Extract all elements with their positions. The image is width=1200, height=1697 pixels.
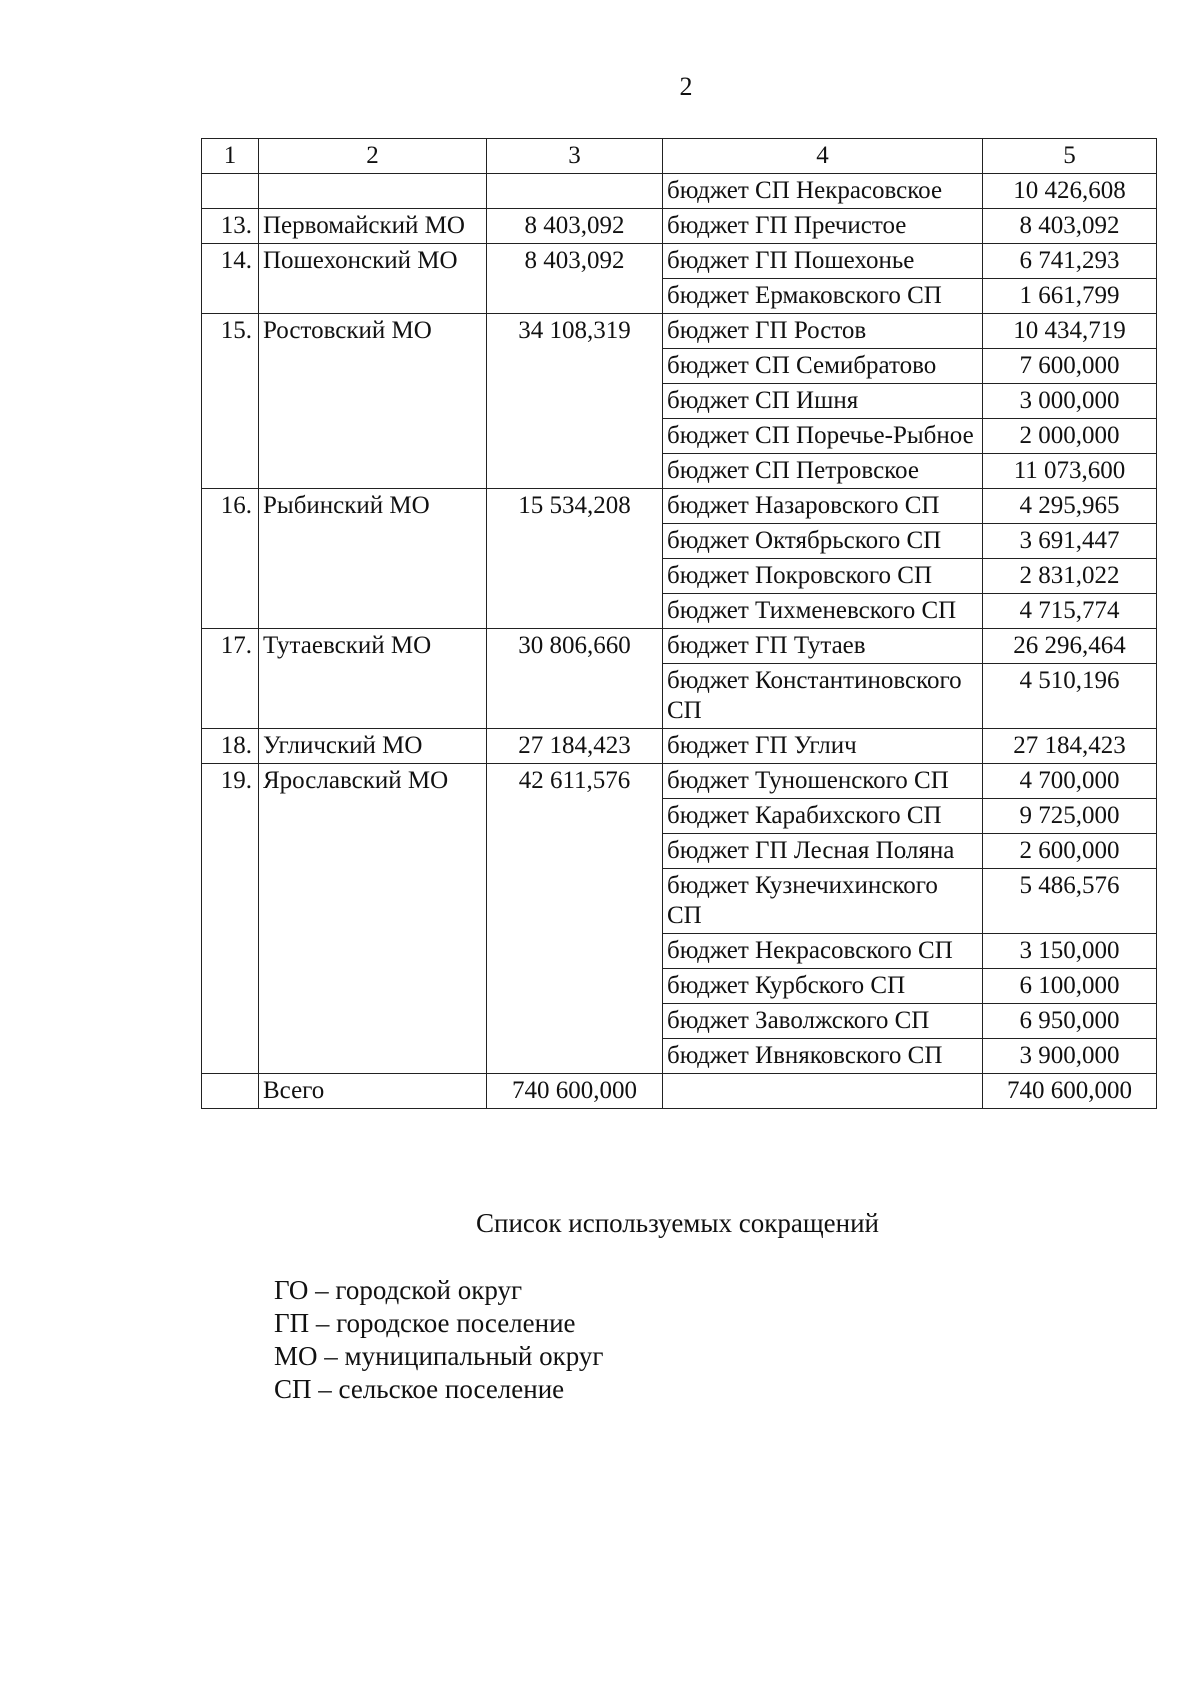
budget-name-cell: бюджет Покровского СП <box>663 559 983 594</box>
budget-name-cell: бюджет Курбского СП <box>663 969 983 1004</box>
total-label-cell: Всего <box>259 1074 487 1109</box>
header-cell: 1 <box>202 139 259 174</box>
header-cell: 3 <box>487 139 663 174</box>
budget-amount-cell: 4 715,774 <box>983 594 1157 629</box>
budget-name-cell: бюджет Туношенского СП <box>663 764 983 799</box>
district-name-cell: Рыбинский МО <box>259 489 487 629</box>
table-row <box>202 629 1157 664</box>
abbreviation-item: СП – сельское поселение <box>274 1374 565 1404</box>
table-row <box>202 174 1157 209</box>
budget-amount-cell: 3 691,447 <box>983 524 1157 559</box>
total-sum-cell: 740 600,000 <box>487 1074 663 1109</box>
budget-amount-cell: 2 600,000 <box>983 834 1157 869</box>
abbreviations-title-text: Список используемых сокращений <box>476 1208 879 1238</box>
district-name-cell: Ярославский МО <box>259 764 487 1074</box>
budget-name-cell: бюджет СП Некрасовское <box>663 174 983 209</box>
district-name-cell <box>259 174 487 209</box>
budget-amount-cell: 4 510,196 <box>983 664 1157 729</box>
budget-amount-cell: 2 831,022 <box>983 559 1157 594</box>
budget-name-cell: бюджет Октябрьского СП <box>663 524 983 559</box>
district-name-cell: Тутаевский МО <box>259 629 487 729</box>
district-total-cell: 42 611,576 <box>487 764 663 1074</box>
row-number-cell <box>202 174 259 209</box>
budget-name-cell: бюджет ГП Ростов <box>663 314 983 349</box>
budget-name-cell: бюджет СП Ишня <box>663 384 983 419</box>
page-number: 2 <box>679 72 693 101</box>
budget-name-cell: бюджет СП Семибратово <box>663 349 983 384</box>
total-amount-cell: 740 600,000 <box>983 1074 1157 1109</box>
table-row <box>202 489 1157 524</box>
district-total-cell: 30 806,660 <box>487 629 663 729</box>
total-num-cell <box>202 1074 259 1109</box>
district-total-cell: 27 184,423 <box>487 729 663 764</box>
budget-name-cell: бюджет ГП Пречистое <box>663 209 983 244</box>
district-name-cell: Пошехонский МО <box>259 244 487 314</box>
budget-allocation-table <box>201 138 1157 1109</box>
table-row <box>202 244 1157 279</box>
district-total-cell: 8 403,092 <box>487 244 663 314</box>
budget-name-cell: бюджет ГП Углич <box>663 729 983 764</box>
row-number-cell: 19. <box>202 764 259 1074</box>
budget-name-cell: бюджет ГП Пошехонье <box>663 244 983 279</box>
budget-amount-cell: 27 184,423 <box>983 729 1157 764</box>
budget-amount-cell: 4 700,000 <box>983 764 1157 799</box>
header-cell: 2 <box>259 139 487 174</box>
row-number-cell: 16. <box>202 489 259 629</box>
budget-amount-cell: 6 100,000 <box>983 969 1157 1004</box>
row-number-cell: 15. <box>202 314 259 489</box>
budget-amount-cell: 3 900,000 <box>983 1039 1157 1074</box>
budget-amount-cell: 1 661,799 <box>983 279 1157 314</box>
district-name-cell: Первомайский МО <box>259 209 487 244</box>
table-row <box>202 314 1157 349</box>
budget-amount-cell: 2 000,000 <box>983 419 1157 454</box>
abbreviation-item: ГП – городское поселение <box>274 1308 576 1338</box>
budget-name-cell: бюджет ГП Тутаев <box>663 629 983 664</box>
district-total-cell: 15 534,208 <box>487 489 663 629</box>
abbreviation-item: МО – муниципальный округ <box>274 1341 604 1371</box>
header-cell: 4 <box>663 139 983 174</box>
budget-amount-cell: 4 295,965 <box>983 489 1157 524</box>
budget-amount-cell: 5 486,576 <box>983 869 1157 934</box>
table-row <box>202 729 1157 764</box>
budget-amount-cell: 9 725,000 <box>983 799 1157 834</box>
table-row <box>202 764 1157 799</box>
row-number-cell: 13. <box>202 209 259 244</box>
budget-amount-cell: 26 296,464 <box>983 629 1157 664</box>
table-total-row <box>202 1074 1157 1109</box>
budget-amount-cell: 6 950,000 <box>983 1004 1157 1039</box>
abbreviations-title <box>0 1208 1200 1239</box>
budget-name-cell: бюджет Тихменевского СП <box>663 594 983 629</box>
budget-amount-cell: 10 434,719 <box>983 314 1157 349</box>
budget-name-cell: бюджет СП Поречье-Рыбное <box>663 419 983 454</box>
abbreviations-list <box>274 1274 603 1406</box>
abbreviation-item: ГО – городской округ <box>274 1275 523 1305</box>
budget-amount-cell: 10 426,608 <box>983 174 1157 209</box>
budget-name-cell: бюджет Кузнечихинского СП <box>663 869 983 934</box>
budget-name-cell: бюджет Назаровского СП <box>663 489 983 524</box>
budget-name-cell: бюджет Карабихского СП <box>663 799 983 834</box>
table-row <box>202 209 1157 244</box>
table-header-row <box>202 139 1157 174</box>
row-number-cell: 14. <box>202 244 259 314</box>
budget-amount-cell: 6 741,293 <box>983 244 1157 279</box>
budget-name-cell: бюджет СП Петровское <box>663 454 983 489</box>
district-total-cell: 34 108,319 <box>487 314 663 489</box>
budget-amount-cell: 7 600,000 <box>983 349 1157 384</box>
district-name-cell: Угличский МО <box>259 729 487 764</box>
budget-name-cell: бюджет Некрасовского СП <box>663 934 983 969</box>
district-total-cell <box>487 174 663 209</box>
budget-name-cell: бюджет Заволжского СП <box>663 1004 983 1039</box>
budget-amount-cell: 11 073,600 <box>983 454 1157 489</box>
budget-amount-cell: 8 403,092 <box>983 209 1157 244</box>
budget-name-cell: бюджет Ивняковского СП <box>663 1039 983 1074</box>
header-cell: 5 <box>983 139 1157 174</box>
budget-name-cell: бюджет ГП Лесная Поляна <box>663 834 983 869</box>
row-number-cell: 18. <box>202 729 259 764</box>
budget-amount-cell: 3 000,000 <box>983 384 1157 419</box>
budget-name-cell: бюджет Ермаковского СП <box>663 279 983 314</box>
district-total-cell: 8 403,092 <box>487 209 663 244</box>
row-number-cell: 17. <box>202 629 259 729</box>
budget-name-cell: бюджет Константиновского СП <box>663 664 983 729</box>
total-budget-cell <box>663 1074 983 1109</box>
budget-amount-cell: 3 150,000 <box>983 934 1157 969</box>
district-name-cell: Ростовский МО <box>259 314 487 489</box>
